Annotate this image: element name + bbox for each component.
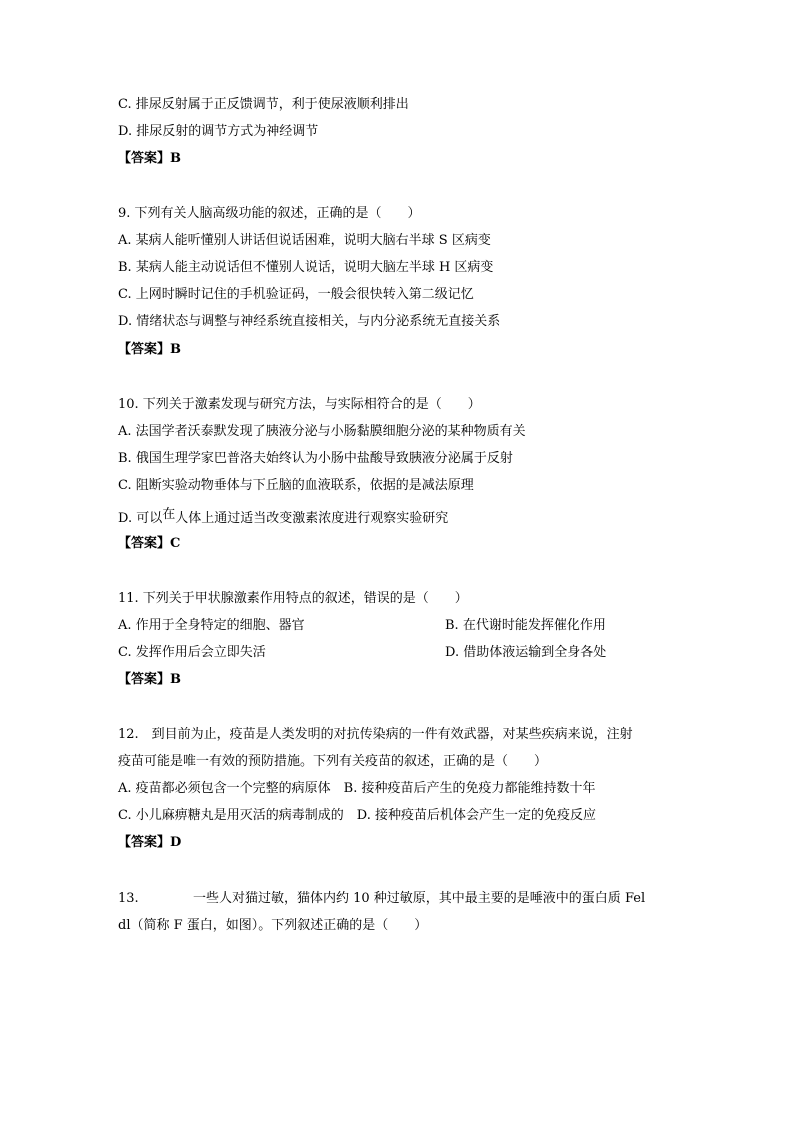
q9-option-d: D. 情绪状态与调整与神经系统直接相关，与内分泌系统无直接关系 — [118, 314, 501, 329]
q12-stem-line1: 12. 到目前为止，疫苗是人类发明的对抗传染病的一件有效武器，对某些疾病来说，注射 — [118, 727, 633, 742]
q10-option-a: A. 法国学者沃泰默发现了胰液分泌与小肠黏膜细胞分泌的某种物质有关 — [118, 424, 526, 439]
q12-stem-line2: 疫苗可能是唯一有效的预防措施。下列有关疫苗的叙述，正确的是（ ） — [118, 754, 548, 769]
q8-option-d: D. 排尿反射的调节方式为神经调节 — [118, 124, 319, 139]
q10-option-c: C. 阻断实验动物垂体与下丘脑的血液联系，依据的是减法原理 — [118, 478, 474, 493]
q10-answer: 【答案】C — [118, 536, 181, 551]
q11-answer: 【答案】B — [118, 672, 181, 687]
q13-number: 13. — [118, 891, 139, 906]
q11-stem: 11. 下列关于甲状腺激素作用特点的叙述，错误的是（ ） — [118, 591, 468, 606]
q10-option-b: B. 俄国生理学家巴普洛夫始终认为小肠中盐酸导致胰液分泌属于反射 — [118, 451, 513, 466]
q11-option-c: C. 发挥作用后会立即失活 — [118, 645, 266, 660]
q9-option-c: C. 上网时瞬时记住的手机验证码，一般会很快转入第二级记忆 — [118, 287, 474, 302]
q10-stem: 10. 下列关于激素发现与研究方法，与实际相符合的是（ ） — [118, 397, 481, 412]
q11-option-d: D. 借助体液运输到全身各处 — [445, 645, 607, 660]
q12-options-cd: C. 小儿麻痹糖丸是用灭活的病毒制成的 D. 接种疫苗后机体会产生一定的免疫反应 — [118, 808, 596, 823]
q13-stem-line2: dl（简称 F 蛋白，如图）。下列叙述正确的是（ ） — [118, 918, 428, 933]
q9-stem: 9. 下列有关人脑高级功能的叙述，正确的是（ ） — [118, 206, 421, 221]
q12-answer: 【答案】D — [118, 835, 182, 850]
q11-option-b: B. 在代谢时能发挥催化作用 — [445, 618, 606, 633]
q10-option-d-raised: 在 — [162, 507, 176, 522]
q8-option-c: C. 排尿反射属于正反馈调节，利于使尿液顺利排出 — [118, 97, 409, 112]
q9-option-a: A. 某病人能听懂别人讲话但说话困难，说明大脑右半球 S 区病变 — [118, 233, 491, 248]
q10-option-d-post: 人体上通过适当改变激素浓度进行观察实验研究 — [175, 511, 449, 526]
q12-options-ab: A. 疫苗都必须包含一个完整的病原体 B. 接种疫苗后产生的免疫力都能维持数十年 — [118, 781, 596, 796]
q8-answer: 【答案】B — [118, 151, 181, 166]
q9-option-b: B. 某病人能主动说话但不懂别人说话，说明大脑左半球 H 区病变 — [118, 260, 494, 275]
q9-answer: 【答案】B — [118, 342, 181, 357]
q11-option-a: A. 作用于全身特定的细胞、器官 — [118, 618, 305, 633]
q13-stem-line1: 一些人对猫过敏，猫体内约 10 种过敏原，其中最主要的是唾液中的蛋白质 Fel — [193, 891, 646, 906]
q10-option-d — [118, 507, 449, 528]
q10-option-d-pre: D. 可以 — [118, 511, 163, 526]
